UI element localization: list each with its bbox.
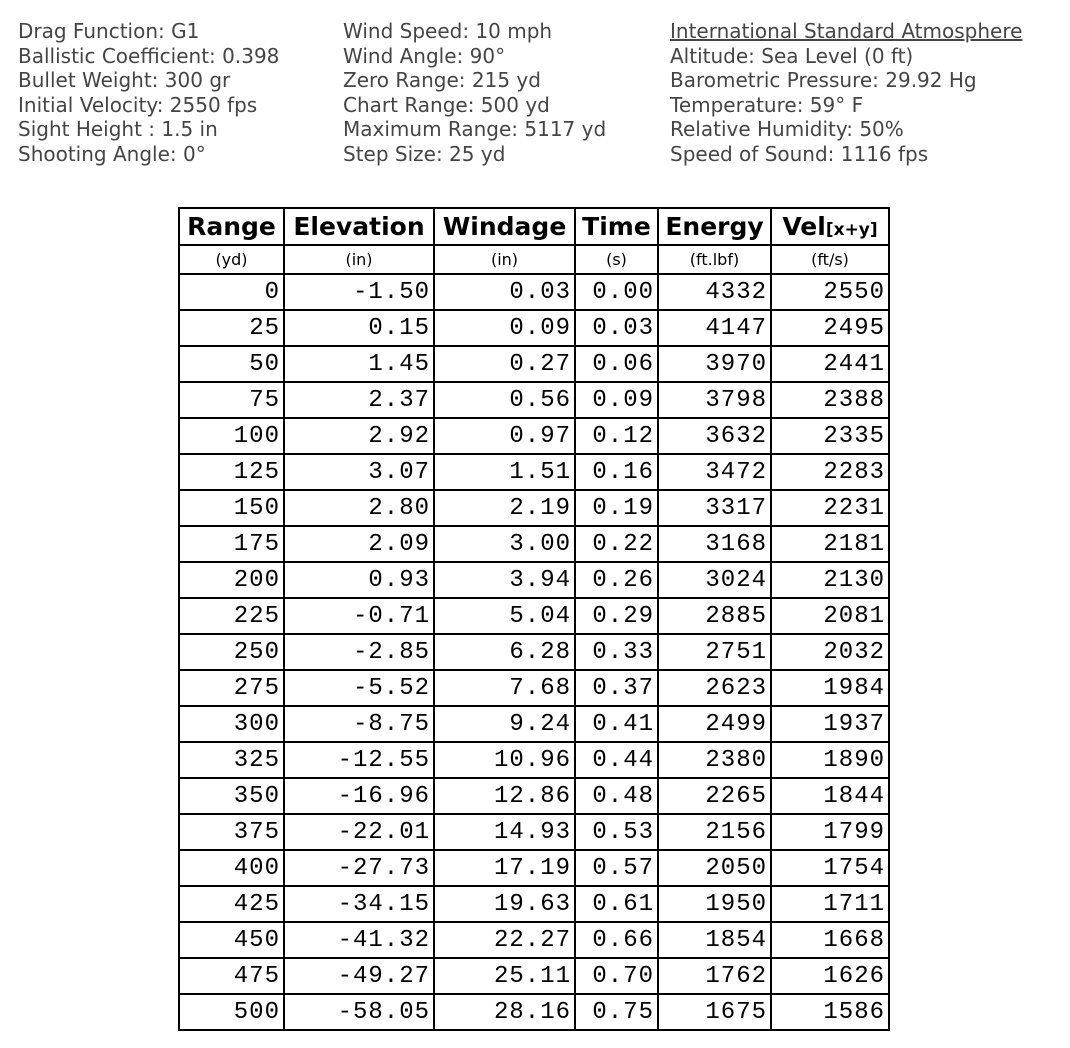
table-row — [179, 742, 889, 778]
range-param-5: Step Size: 25 yd — [343, 141, 506, 166]
table-row — [179, 634, 889, 670]
cell-range: 125 — [179, 454, 284, 490]
cell-energy: 4147 — [658, 310, 771, 346]
cell-energy: 3317 — [658, 490, 771, 526]
atmosphere-param-0: Altitude: Sea Level (0 ft) — [670, 43, 914, 68]
cell-time: 0.57 — [575, 850, 658, 886]
header-elevation: Elevation — [284, 208, 434, 245]
cell-windage: 9.24 — [434, 706, 575, 742]
table-row — [179, 490, 889, 526]
cell-elevation: -12.55 — [284, 742, 434, 778]
header-time: Time — [575, 208, 658, 245]
table-row — [179, 418, 889, 454]
cell-windage: 22.27 — [434, 922, 575, 958]
cell-energy: 1762 — [658, 958, 771, 994]
cell-elevation: 0.93 — [284, 562, 434, 598]
unit-velocity: (ft/s) — [771, 245, 889, 274]
cell-elevation: 2.92 — [284, 418, 434, 454]
cell-velocity: 1754 — [771, 850, 889, 886]
cell-range: 325 — [179, 742, 284, 778]
cell-time: 0.53 — [575, 814, 658, 850]
cell-time: 0.44 — [575, 742, 658, 778]
cell-windage: 19.63 — [434, 886, 575, 922]
bullet-param-1: Ballistic Coefficient: 0.398 — [18, 43, 280, 68]
cell-time: 0.33 — [575, 634, 658, 670]
cell-elevation: -34.15 — [284, 886, 434, 922]
cell-energy: 2265 — [658, 778, 771, 814]
cell-energy: 2623 — [658, 670, 771, 706]
table-row — [179, 886, 889, 922]
cell-velocity: 1799 — [771, 814, 889, 850]
table-row — [179, 598, 889, 634]
atmosphere-parameters — [670, 19, 1022, 167]
cell-velocity: 2181 — [771, 526, 889, 562]
cell-velocity: 2081 — [771, 598, 889, 634]
cell-range: 475 — [179, 958, 284, 994]
cell-range: 75 — [179, 382, 284, 418]
cell-windage: 0.09 — [434, 310, 575, 346]
cell-time: 0.09 — [575, 382, 658, 418]
bullet-param-4: Sight Height : 1.5 in — [18, 117, 218, 142]
cell-range: 500 — [179, 994, 284, 1030]
unit-time: (s) — [575, 245, 658, 274]
cell-windage: 28.16 — [434, 994, 575, 1030]
unit-energy: (ft.lbf) — [658, 245, 771, 274]
cell-velocity: 2550 — [771, 274, 889, 310]
cell-time: 0.70 — [575, 958, 658, 994]
table-body — [179, 274, 889, 1030]
cell-elevation: -22.01 — [284, 814, 434, 850]
atmosphere-param-4: Speed of Sound: 1116 fps — [670, 141, 929, 166]
cell-velocity: 2283 — [771, 454, 889, 490]
cell-range: 25 — [179, 310, 284, 346]
cell-windage: 17.19 — [434, 850, 575, 886]
cell-range: 50 — [179, 346, 284, 382]
cell-velocity: 2130 — [771, 562, 889, 598]
range-param-0: Wind Speed: 10 mph — [343, 19, 553, 43]
table-row — [179, 454, 889, 490]
cell-energy: 1950 — [658, 886, 771, 922]
range-param-4: Maximum Range: 5117 yd — [343, 117, 607, 142]
cell-time: 0.22 — [575, 526, 658, 562]
cell-time: 0.12 — [575, 418, 658, 454]
table-row — [179, 958, 889, 994]
cell-elevation: -1.50 — [284, 274, 434, 310]
cell-range: 375 — [179, 814, 284, 850]
table-row — [179, 274, 889, 310]
cell-elevation: -58.05 — [284, 994, 434, 1030]
cell-windage: 25.11 — [434, 958, 575, 994]
cell-energy: 3024 — [658, 562, 771, 598]
range-param-1: Wind Angle: 90° — [343, 43, 506, 68]
cell-velocity: 1586 — [771, 994, 889, 1030]
cell-time: 0.16 — [575, 454, 658, 490]
units-row — [179, 245, 889, 274]
cell-range: 400 — [179, 850, 284, 886]
cell-windage: 3.94 — [434, 562, 575, 598]
cell-range: 300 — [179, 706, 284, 742]
bullet-param-0: Drag Function: G1 — [18, 19, 200, 43]
cell-elevation: -8.75 — [284, 706, 434, 742]
cell-time: 0.19 — [575, 490, 658, 526]
cell-velocity: 1890 — [771, 742, 889, 778]
table-row — [179, 670, 889, 706]
cell-velocity: 1984 — [771, 670, 889, 706]
cell-range: 100 — [179, 418, 284, 454]
cell-range: 200 — [179, 562, 284, 598]
cell-elevation: 3.07 — [284, 454, 434, 490]
cell-energy: 4332 — [658, 274, 771, 310]
header-velocity-label: Vel — [782, 212, 826, 241]
cell-energy: 3472 — [658, 454, 771, 490]
cell-elevation: 1.45 — [284, 346, 434, 382]
table-row — [179, 526, 889, 562]
unit-range: (yd) — [179, 245, 284, 274]
cell-velocity: 1668 — [771, 922, 889, 958]
header-velocity-subscript: [x+y] — [825, 220, 878, 240]
atmosphere-param-1: Barometric Pressure: 29.92 Hg — [670, 68, 977, 93]
cell-elevation: -2.85 — [284, 634, 434, 670]
unit-windage: (in) — [434, 245, 575, 274]
cell-windage: 0.56 — [434, 382, 575, 418]
cell-velocity: 1844 — [771, 778, 889, 814]
cell-energy: 1675 — [658, 994, 771, 1030]
cell-range: 250 — [179, 634, 284, 670]
unit-elevation: (in) — [284, 245, 434, 274]
cell-time: 0.75 — [575, 994, 658, 1030]
cell-elevation: 2.37 — [284, 382, 434, 418]
cell-windage: 7.68 — [434, 670, 575, 706]
bullet-parameters — [18, 19, 279, 167]
cell-time: 0.26 — [575, 562, 658, 598]
cell-velocity: 2388 — [771, 382, 889, 418]
cell-energy: 3168 — [658, 526, 771, 562]
cell-windage: 5.04 — [434, 598, 575, 634]
cell-elevation: -27.73 — [284, 850, 434, 886]
cell-velocity: 2032 — [771, 634, 889, 670]
ballistics-table — [178, 207, 890, 1031]
cell-velocity: 2335 — [771, 418, 889, 454]
header-row — [179, 208, 889, 245]
cell-time: 0.29 — [575, 598, 658, 634]
cell-velocity: 2441 — [771, 346, 889, 382]
cell-elevation: -41.32 — [284, 922, 434, 958]
cell-velocity: 1937 — [771, 706, 889, 742]
cell-elevation: 2.80 — [284, 490, 434, 526]
cell-elevation: -5.52 — [284, 670, 434, 706]
cell-energy: 1854 — [658, 922, 771, 958]
cell-energy: 2499 — [658, 706, 771, 742]
cell-time: 0.61 — [575, 886, 658, 922]
cell-time: 0.06 — [575, 346, 658, 382]
cell-windage: 3.00 — [434, 526, 575, 562]
cell-energy: 2050 — [658, 850, 771, 886]
cell-windage: 1.51 — [434, 454, 575, 490]
bullet-param-5: Shooting Angle: 0° — [18, 141, 206, 166]
atmosphere-param-3: Relative Humidity: 50% — [670, 117, 904, 142]
header-energy: Energy — [658, 208, 771, 245]
cell-range: 450 — [179, 922, 284, 958]
table-row — [179, 310, 889, 346]
table-row — [179, 850, 889, 886]
cell-elevation: -0.71 — [284, 598, 434, 634]
table-row — [179, 706, 889, 742]
cell-elevation: -16.96 — [284, 778, 434, 814]
cell-energy: 3798 — [658, 382, 771, 418]
cell-energy: 2380 — [658, 742, 771, 778]
cell-energy: 3632 — [658, 418, 771, 454]
cell-windage: 10.96 — [434, 742, 575, 778]
cell-energy: 2751 — [658, 634, 771, 670]
cell-windage: 0.97 — [434, 418, 575, 454]
table-row — [179, 994, 889, 1030]
cell-windage: 12.86 — [434, 778, 575, 814]
range-param-3: Chart Range: 500 yd — [343, 92, 550, 117]
cell-time: 0.37 — [575, 670, 658, 706]
cell-elevation: 2.09 — [284, 526, 434, 562]
table-row — [179, 778, 889, 814]
cell-energy: 2885 — [658, 598, 771, 634]
cell-range: 425 — [179, 886, 284, 922]
table-row — [179, 562, 889, 598]
cell-time: 0.00 — [575, 274, 658, 310]
bullet-param-2: Bullet Weight: 300 gr — [18, 68, 231, 93]
cell-velocity: 2495 — [771, 310, 889, 346]
cell-range: 275 — [179, 670, 284, 706]
cell-energy: 3970 — [658, 346, 771, 382]
cell-time: 0.48 — [575, 778, 658, 814]
range-parameters — [343, 19, 606, 167]
header-range: Range — [179, 208, 284, 245]
table-row — [179, 382, 889, 418]
atmosphere-param-2: Temperature: 59° F — [670, 92, 864, 117]
cell-time: 0.66 — [575, 922, 658, 958]
cell-velocity: 2231 — [771, 490, 889, 526]
cell-windage: 2.19 — [434, 490, 575, 526]
table-row — [179, 922, 889, 958]
cell-elevation: 0.15 — [284, 310, 434, 346]
bullet-param-3: Initial Velocity: 2550 fps — [18, 92, 258, 117]
cell-range: 150 — [179, 490, 284, 526]
cell-windage: 14.93 — [434, 814, 575, 850]
cell-windage: 6.28 — [434, 634, 575, 670]
cell-range: 225 — [179, 598, 284, 634]
table-row — [179, 814, 889, 850]
cell-velocity: 1711 — [771, 886, 889, 922]
cell-velocity: 1626 — [771, 958, 889, 994]
header-velocity — [771, 208, 889, 245]
cell-energy: 2156 — [658, 814, 771, 850]
header-windage: Windage — [434, 208, 575, 245]
table-row — [179, 346, 889, 382]
cell-time: 0.41 — [575, 706, 658, 742]
cell-range: 175 — [179, 526, 284, 562]
cell-range: 350 — [179, 778, 284, 814]
cell-windage: 0.27 — [434, 346, 575, 382]
cell-elevation: -49.27 — [284, 958, 434, 994]
cell-range: 0 — [179, 274, 284, 310]
range-param-2: Zero Range: 215 yd — [343, 68, 541, 93]
atmosphere-heading[interactable]: International Standard Atmosphere — [670, 19, 1023, 43]
cell-time: 0.03 — [575, 310, 658, 346]
cell-windage: 0.03 — [434, 274, 575, 310]
